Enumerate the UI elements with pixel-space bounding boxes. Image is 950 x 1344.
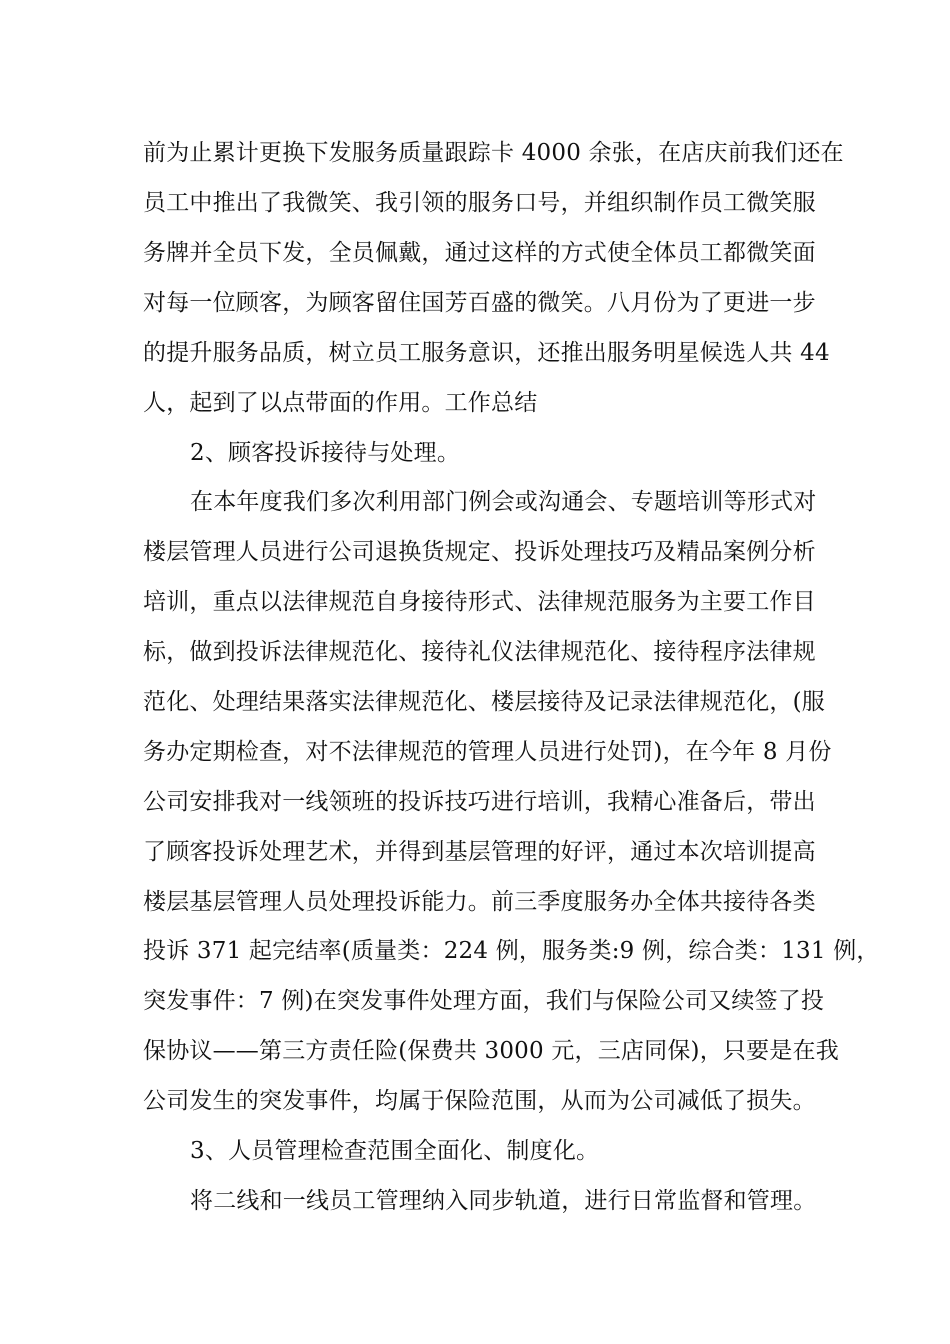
text-line: 标，做到投诉法律规范化、接待礼仪法律规范化、接待程序法律规 xyxy=(143,639,816,665)
section-heading: 3、人员管理检查范围全面化、制度化。 xyxy=(190,1138,600,1164)
text-line: 务牌并全员下发，全员佩戴，通过这样的方式使全体员工都微笑面 xyxy=(143,240,816,266)
paragraph-first-line: 将二线和一线员工管理纳入同步轨道，进行日常监督和管理。 xyxy=(190,1188,817,1214)
text-line: 了顾客投诉处理艺术，并得到基层管理的好评，通过本次培训提高 xyxy=(143,839,816,865)
section-heading: 2、顾客投诉接待与处理。 xyxy=(190,440,461,466)
text-line: 保协议——第三方责任险(保费共 3000 元，三店同保)，只要是在我 xyxy=(143,1038,839,1064)
text-line: 范化、处理结果落实法律规范化、楼层接待及记录法律规范化，(服 xyxy=(143,689,825,715)
text-line: 公司安排我对一线领班的投诉技巧进行培训，我精心准备后，带出 xyxy=(143,789,816,815)
text-line: 人，起到了以点带面的作用。工作总结 xyxy=(143,390,538,416)
paragraph-first-line: 在本年度我们多次利用部门例会或沟通会、专题培训等形式对 xyxy=(190,489,817,515)
text-line: 楼层基层管理人员处理投诉能力。前三季度服务办全体共接待各类 xyxy=(143,889,816,915)
text-line: 投诉 371 起完结率(质量类：224 例，服务类:9 例，综合类：131 例， xyxy=(143,938,880,964)
text-line: 突发事件：7 例)在突发事件处理方面，我们与保险公司又续签了投 xyxy=(143,988,825,1014)
text-line: 对每一位顾客，为顾客留住国芳百盛的微笑。八月份为了更进一步 xyxy=(143,290,816,316)
text-line: 前为止累计更换下发服务质量跟踪卡 4000 余张，在店庆前我们还在 xyxy=(143,140,844,166)
text-line: 公司发生的突发事件，均属于保险范围，从而为公司减低了损失。 xyxy=(143,1088,816,1114)
text-line: 员工中推出了我微笑、我引领的服务口号，并组织制作员工微笑服 xyxy=(143,190,816,216)
text-line: 的提升服务品质，树立员工服务意识，还推出服务明星候选人共 44 xyxy=(143,340,830,366)
text-line: 培训，重点以法律规范自身接待形式、法律规范服务为主要工作目 xyxy=(143,589,816,615)
text-line: 务办定期检查，对不法律规范的管理人员进行处罚)，在今年 8 月份 xyxy=(143,739,832,765)
text-line: 楼层管理人员进行公司退换货规定、投诉处理技巧及精品案例分析 xyxy=(143,539,816,565)
